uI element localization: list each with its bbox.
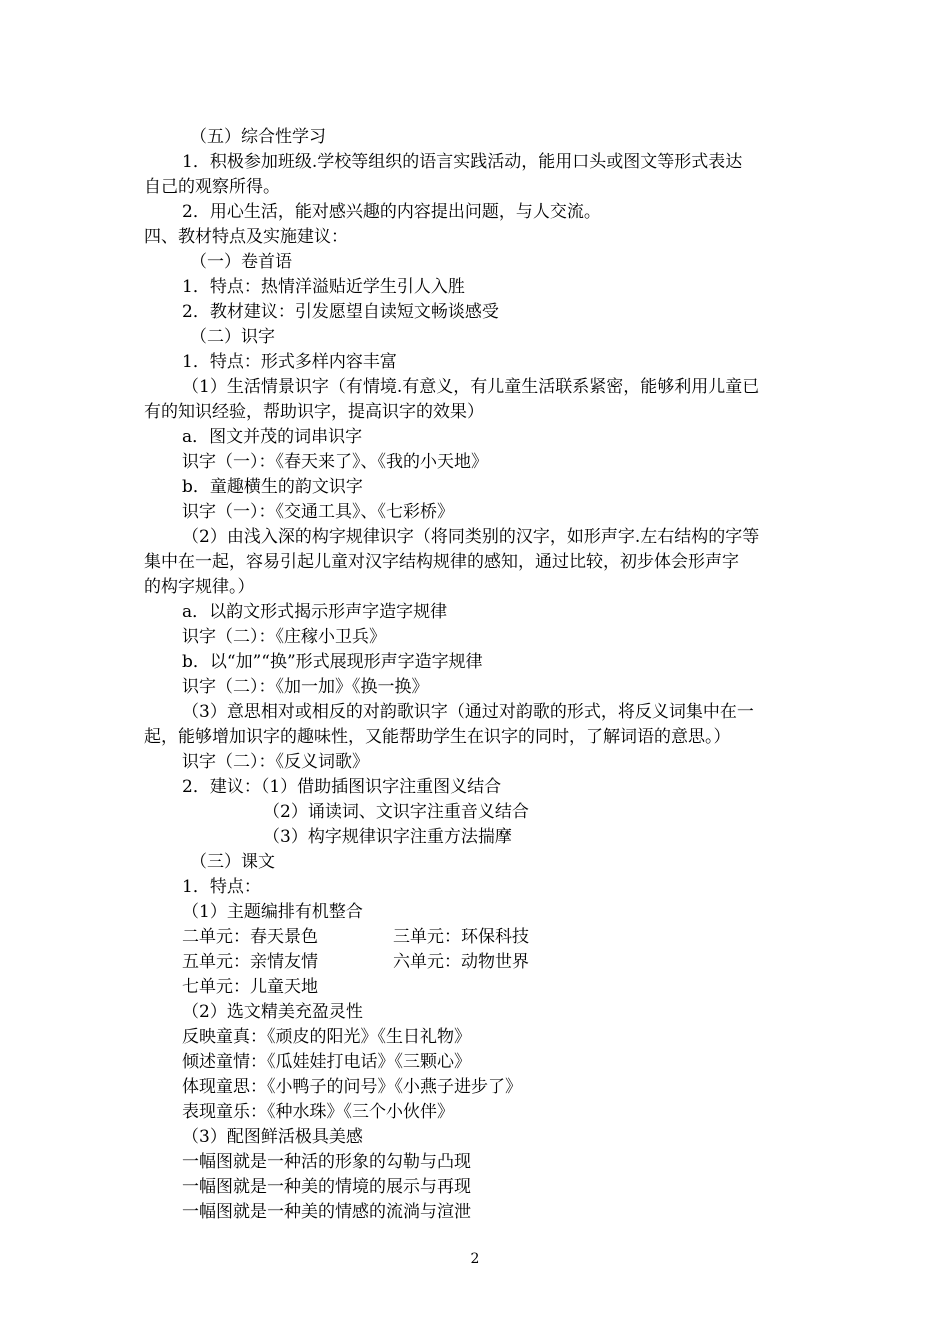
text-line: a．以韵文形式揭示形声字造字规律 [182,602,448,622]
text-line: （3）意思相对或相反的对韵歌识字（通过对韵歌的形式，将反义词集中在一 [182,702,754,722]
text-line: 的构字规律。） [144,577,255,597]
text-line: 1．特点：热情洋溢贴近学生引人入胜 [182,277,465,297]
page-number: 2 [470,1251,480,1267]
text-line: 起，能够增加识字的趣味性，又能帮助学生在识字的同时，了解词语的意思。） [144,727,731,747]
text-line: （1）主题编排有机整合 [182,902,363,922]
text-line: 有的知识经验，帮助识字，提高识字的效果） [144,402,484,422]
text-line: 体现童思：《小鸭子的问号》《小燕子进步了》 [182,1077,522,1097]
text-line: （1）生活情景识字（有情境.有意义，有儿童生活联系紧密，能够利用儿童已 [182,377,760,397]
text-line: 识字（一）：《交通工具》、《七彩桥》 [182,502,454,522]
text-line: 识字（二）：《反义词歌》 [182,752,369,772]
text-line: 1．特点：形式多样内容丰富 [182,352,397,372]
text-line: 三单元：环保科技 [393,927,529,947]
text-line: b．以“加”“换”形式展现形声字造字规律 [182,652,483,672]
text-line: 识字（二）：《加一加》《换一换》 [182,677,429,697]
text-line: 自己的观察所得。 [144,177,280,197]
text-line: 四、教材特点及实施建议： [144,227,348,247]
text-line: （2）诵读词、文识字注重音义结合 [263,802,529,822]
text-line: a．图文并茂的词串识字 [182,427,363,447]
text-line: 五单元：亲情友情 [182,952,318,972]
text-line: 倾述童情：《瓜娃娃打电话》《三颗心》 [182,1052,471,1072]
text-line: （二）识字 [190,327,275,347]
text-line: 一幅图就是一种美的情感的流淌与渲泄 [182,1202,471,1222]
text-line: 集中在一起，容易引起儿童对汉字结构规律的感知，通过比较，初步体会形声字 [144,552,739,572]
text-line: 2．教材建议：引发愿望自读短文畅谈感受 [182,302,499,322]
text-line: 七单元：儿童天地 [182,977,318,997]
text-line: （2）选文精美充盈灵性 [182,1002,363,1022]
text-line: 2．用心生活，能对感兴趣的内容提出问题，与人交流。 [182,202,601,222]
text-line: 2．建议：（1）借助插图识字注重图义结合 [182,777,502,797]
text-line: （3）构字规律识字注重方法揣摩 [263,827,512,847]
text-line: （2）由浅入深的构字规律识字（将同类别的汉字，如形声字.左右结构的字等 [182,527,760,547]
text-line: （3）配图鲜活极具美感 [182,1127,363,1147]
text-line: 六单元：动物世界 [393,952,529,972]
text-line: （五）综合性学习 [190,127,326,147]
text-line: （一）卷首语 [190,252,292,272]
text-line: 二单元：春天景色 [182,927,318,947]
text-line: 一幅图就是一种活的形象的勾勒与凸现 [182,1152,471,1172]
text-line: 识字（二）：《庄稼小卫兵》 [182,627,386,647]
text-line: 识字（一）：《春天来了》、《我的小天地》 [182,452,488,472]
text-line: 表现童乐：《种水珠》《三个小伙伴》 [182,1102,454,1122]
text-line: （三）课文 [190,852,275,872]
text-line: 1．特点： [182,877,261,897]
text-line: 1．积极参加班级.学校等组织的语言实践活动，能用口头或图文等形式表达 [182,152,743,172]
text-line: 一幅图就是一种美的情境的展示与再现 [182,1177,471,1197]
text-line: b．童趣横生的韵文识字 [182,477,363,497]
text-line: 反映童真：《顽皮的阳光》《生日礼物》 [182,1027,471,1047]
